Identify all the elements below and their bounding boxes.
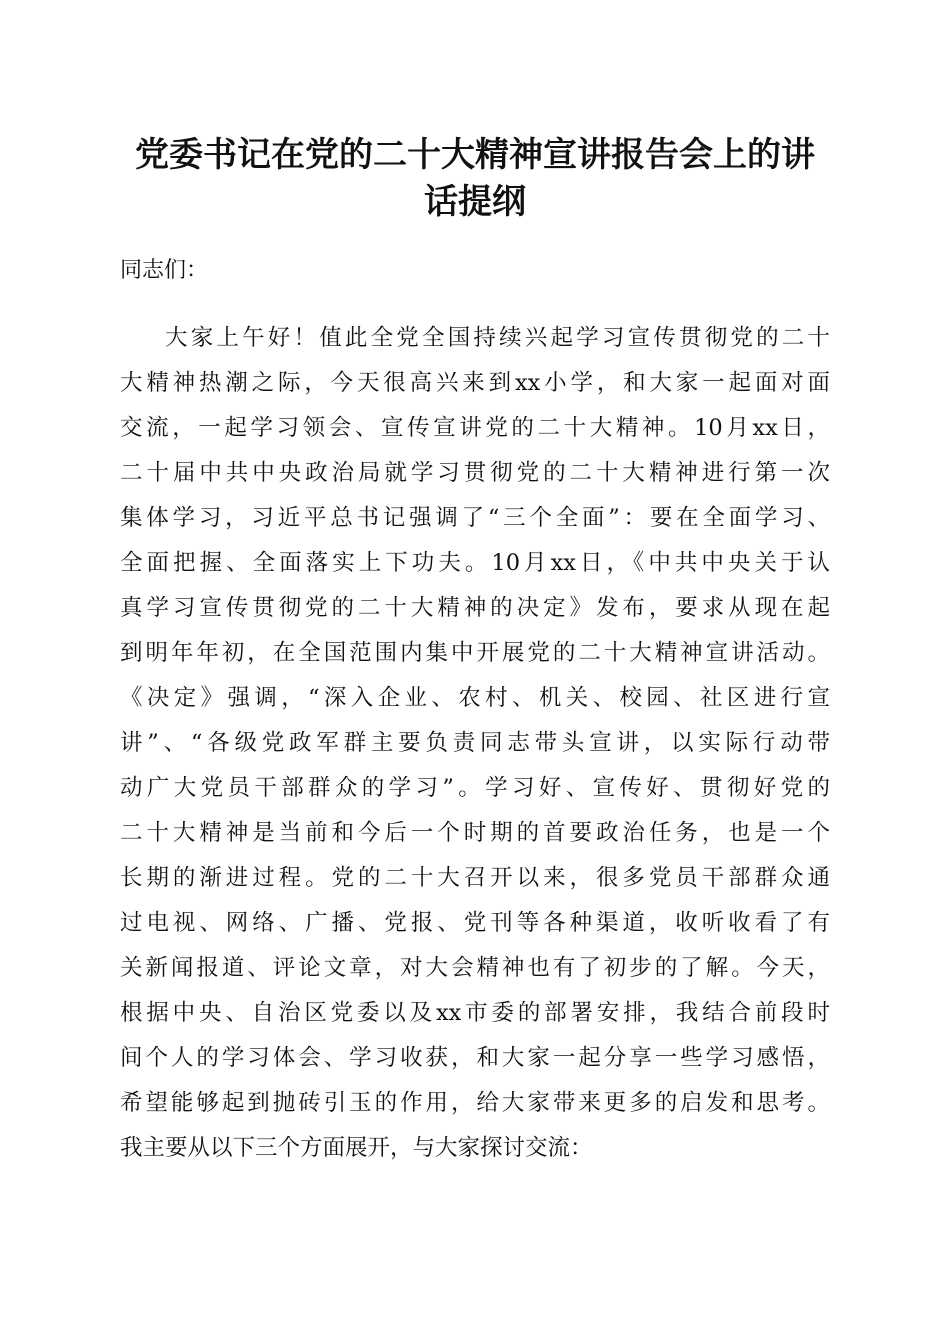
paragraph-line: 长期的渐进过程。党的二十大召开以来，很多党员干部群众通: [120, 865, 830, 891]
paragraph-line: 全面把握、全面落实上下功夫。10月xx日，《中共中央关于认: [120, 550, 830, 576]
paragraph-line: 关新闻报道、评论文章，对大会精神也有了初步的了解。今天，: [120, 955, 830, 981]
paragraph-line: 集体学习，习近平总书记强调了“三个全面”：要在全面学习、: [120, 505, 830, 531]
paragraph-line: 根据中央、自治区党委以及xx市委的部署安排，我结合前段时: [120, 1000, 830, 1026]
paragraph-line: 交流，一起学习领会、宣传宣讲党的二十大精神。10月xx日，: [120, 415, 830, 441]
paragraph-line: 我主要从以下三个方面展开，与大家探讨交流：: [120, 1135, 593, 1161]
document-title: [100, 132, 850, 226]
paragraph-line: 《决定》强调，“深入企业、农村、机关、校园、社区进行宣: [120, 685, 830, 711]
paragraph-line: 真学习宣传贯彻党的二十大精神的决定》发布，要求从现在起: [120, 595, 830, 621]
paragraph-line: 希望能够起到抛砖引玉的作用，给大家带来更多的启发和思考。: [120, 1090, 830, 1116]
paragraph-line: 动广大党员干部群众的学习”。学习好、宣传好、贯彻好党的: [120, 775, 830, 801]
paragraph-line: 间个人的学习体会、学习收获，和大家一起分享一些学习感悟，: [120, 1045, 830, 1071]
title-line-2: 话提纲: [424, 182, 526, 222]
paragraph-line: 大精神热潮之际，今天很高兴来到xx小学，和大家一起面对面: [120, 370, 830, 396]
paragraph-line: 到明年年初，在全国范围内集中开展党的二十大精神宣讲活动。: [120, 640, 830, 666]
paragraph-line: 过电视、网络、广播、党报、党刊等各种渠道，收听收看了有: [120, 910, 830, 936]
paragraph-line: 大家上午好！值此全党全国持续兴起学习宣传贯彻党的二十: [165, 325, 830, 351]
paragraph-line: 二十届中共中央政治局就学习贯彻党的二十大精神进行第一次: [120, 460, 830, 486]
title-line-1: 党委书记在党的二十大精神宣讲报告会上的讲: [135, 135, 815, 175]
paragraph-line: 二十大精神是当前和今后一个时期的首要政治任务，也是一个: [120, 820, 830, 846]
salutation: 同志们：: [120, 258, 209, 283]
paragraph-line: 讲”、“各级党政军群主要负责同志带头宣讲，以实际行动带: [120, 730, 830, 756]
